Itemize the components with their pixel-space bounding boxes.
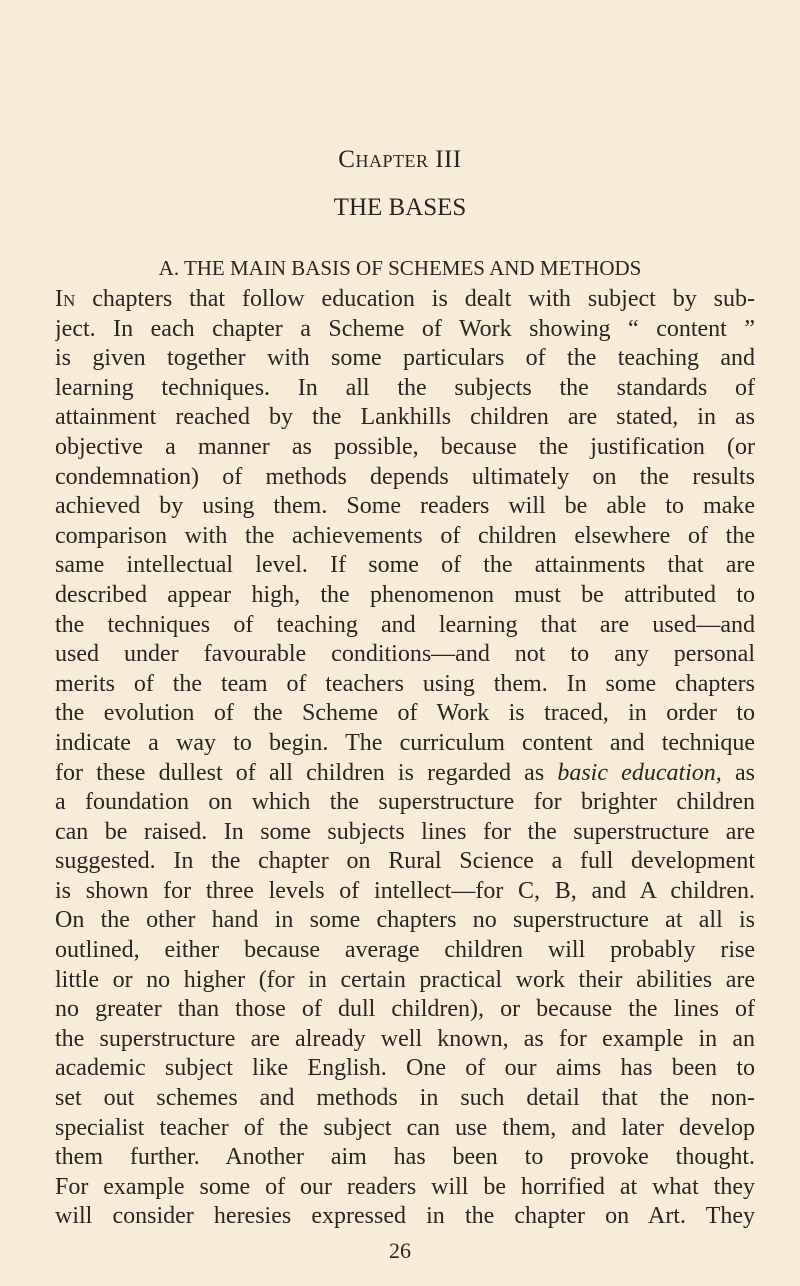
- text-line: the superstructure are already well known, as for example in an: [55, 1025, 755, 1052]
- text-line: outlined, either because average children will probably rise: [55, 937, 755, 964]
- text-line: indicate a way to begin. The curriculum content and technique: [55, 729, 755, 756]
- text-line: same intellectual level. If some of the attainments that are: [55, 552, 755, 579]
- text-line: attainment reached by the Lankhills children are stated, in as: [55, 404, 755, 431]
- text-line: set out schemes and methods in such detail that the non-: [55, 1085, 755, 1112]
- drop-word: In: [55, 286, 76, 312]
- text-line: used under favourable conditions—and not to any personal: [55, 641, 755, 668]
- text-line: [55, 285, 755, 315]
- text-line: is shown for three levels of intellect—for C, B, and A children.: [55, 877, 755, 904]
- text-line: can be raised. In some subjects lines for the superstructure are: [55, 818, 755, 845]
- text-line: objective a manner as possible, because the justification (or: [55, 433, 755, 460]
- text-line: academic subject like English. One of our aims has been to: [55, 1055, 755, 1082]
- text-line: achieved by using them. Some readers will be able to make: [55, 493, 755, 520]
- text-line: a foundation on which the superstructure for brighter children: [55, 789, 755, 816]
- text-line: ject. In each chapter a Scheme of Work showing “ content ”: [55, 315, 755, 342]
- text-line: merits of the team of teachers using them. In some chapters: [55, 670, 755, 697]
- text-line: little or no higher (for in certain practical work their abilities are: [55, 966, 755, 993]
- text-line: On the other hand in some chapters no superstructure at all is: [55, 907, 755, 934]
- italic-phrase: basic education,: [557, 759, 722, 786]
- text-line: no greater than those of dull children), or because the lines of: [55, 996, 755, 1023]
- text-line: the techniques of teaching and learning that are used—and: [55, 611, 755, 638]
- text-line: will consider heresies expressed in the chapter on Art. They: [55, 1203, 755, 1230]
- chapter-label: Chapter III: [338, 146, 462, 173]
- text-line: [55, 759, 755, 789]
- text-line: the evolution of the Scheme of Work is traced, in order to: [55, 700, 755, 727]
- text-line: learning techniques. In all the subjects the standards of: [55, 374, 755, 401]
- text-span: as: [721, 759, 755, 786]
- text-span: chapters that follow education is dealt with subject by sub-: [75, 286, 755, 312]
- text-line: specialist teacher of the subject can use them, and later develop: [55, 1114, 755, 1141]
- text-line: condemnation) of methods depends ultimately on the results: [55, 463, 755, 490]
- text-line: them further. Another aim has been to provoke thought.: [55, 1144, 755, 1171]
- text-line: described appear high, the phenomenon must be attributed to: [55, 581, 755, 608]
- text-line: comparison with the achievements of children elsewhere of the: [55, 522, 755, 549]
- page-title: THE BASES: [333, 194, 467, 221]
- section-heading: A. THE MAIN BASIS OF SCHEMES AND METHODS: [158, 256, 642, 280]
- text-line: For example some of our readers will be horrified at what they: [55, 1173, 755, 1200]
- text-line: is given together with some particulars of the teaching and: [55, 345, 755, 372]
- text-line: suggested. In the chapter on Rural Science a full development: [55, 848, 755, 875]
- text-span: for these dullest of all children is regarded as: [55, 759, 558, 786]
- page-number: 26: [389, 1238, 411, 1263]
- body-text: [55, 285, 755, 1232]
